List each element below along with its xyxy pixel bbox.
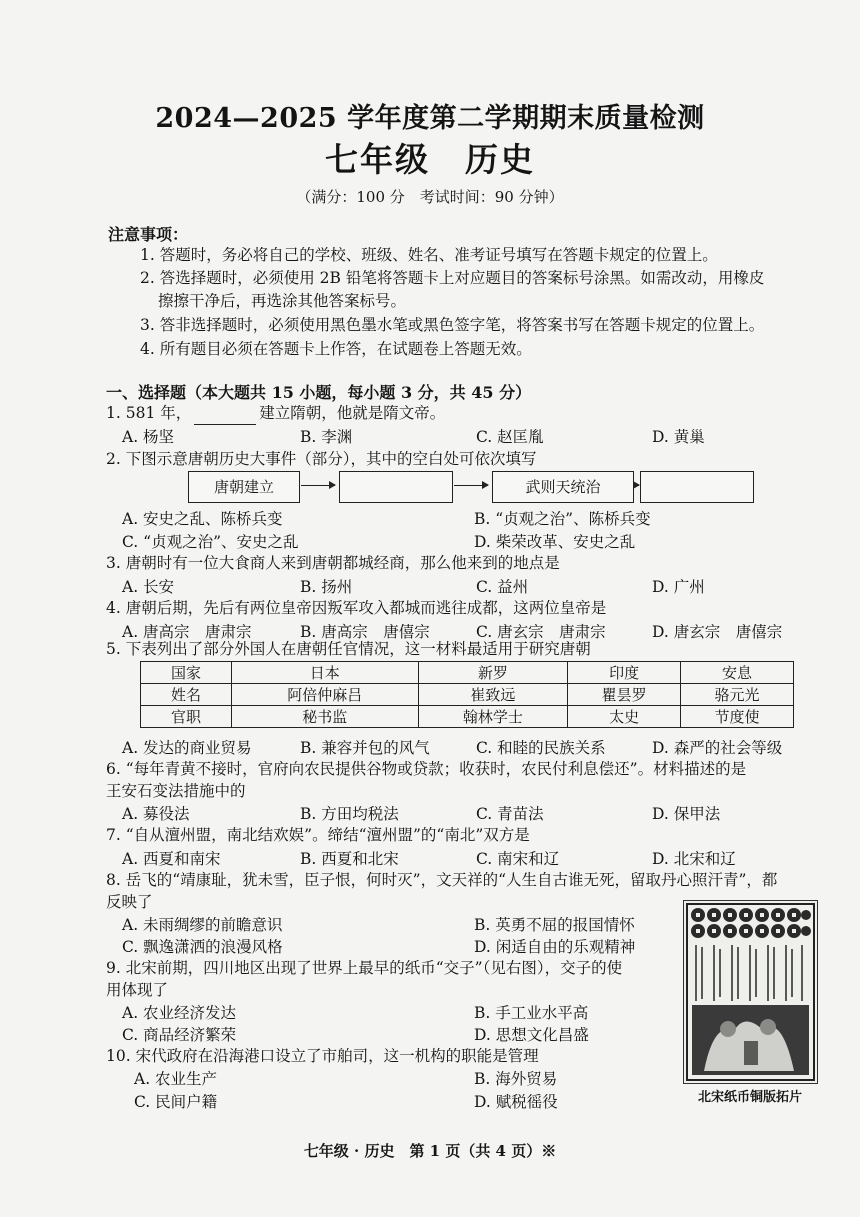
option-c: C. 商品经济繁荣	[122, 1026, 237, 1044]
timeline-box: 唐朝建立	[188, 471, 300, 503]
table-cell: 崔致远	[418, 684, 568, 706]
option-c: C. “贞观之治”、安史之乱	[122, 533, 299, 551]
table-row	[141, 706, 794, 728]
table-cell: 节度使	[681, 706, 794, 728]
options-q3	[122, 575, 822, 597]
option-b: B. 手工业水平高	[474, 1004, 589, 1022]
option-c: C. 青苗法	[476, 805, 544, 823]
question-4: 4. 唐朝后期，先后有两位皇帝因叛军攻入都城而逃往成都，这两位皇帝是	[106, 599, 607, 617]
answer-blank	[194, 402, 256, 425]
option-a: A. 发达的商业贸易	[122, 739, 252, 757]
timeline-diagram	[188, 471, 758, 505]
options-q2	[122, 507, 822, 529]
option-d: D. 黄巢	[652, 428, 705, 446]
option-a: A. 募役法	[122, 805, 190, 823]
exam-meta: （满分：100 分 考试时间：90 分钟）	[296, 188, 564, 206]
options-q5	[122, 736, 822, 758]
exam-title: 2024—2025 学年度第二学期期末质量检测	[155, 103, 705, 134]
timeline-box-blank	[339, 471, 453, 503]
table-cell: 太史	[568, 706, 681, 728]
option-b: B. 海外贸易	[474, 1070, 558, 1088]
jiaozi-rubbing-icon	[684, 901, 817, 1083]
option-b: B. “贞观之治”、陈桥兵变	[474, 510, 651, 528]
arrow-icon	[454, 485, 488, 486]
notice-item: 4. 所有题目必须在答题卡上作答，在试题卷上答题无效。	[140, 340, 532, 358]
options-q2	[122, 530, 822, 552]
table-cell: 瞿昙罗	[568, 684, 681, 706]
timeline-box-blank	[640, 471, 754, 503]
option-b: B. 扬州	[300, 578, 353, 596]
question-9: 9. 北宋前期，四川地区出现了世界上最早的纸币“交子”（见右图），交子的使	[106, 959, 623, 977]
option-a: A. 农业生产	[134, 1070, 218, 1088]
option-d: D. 赋税徭役	[474, 1093, 558, 1111]
question-1	[106, 402, 821, 425]
question-5: 5. 下表列出了部分外国人在唐朝任官情况，这一材料最适用于研究唐朝	[106, 640, 591, 658]
notice-item: 2. 答选择题时，必须使用 2B 铅笔将答题卡上对应题目的答案标号涂黑。如需改动，用橡皮	[140, 269, 765, 287]
table-cell: 官职	[141, 706, 232, 728]
option-c: C. 益州	[476, 578, 529, 596]
option-d: D. 森严的社会等级	[652, 739, 783, 757]
question-6-cont: 王安石变法措施中的	[106, 782, 246, 800]
option-a: A. 未雨绸缪的前瞻意识	[122, 916, 283, 934]
table-cell: 日本	[232, 662, 419, 684]
question-text: 建立隋朝，他就是隋文帝。	[259, 404, 446, 422]
option-d: D. 柴荣改革、安史之乱	[474, 533, 636, 551]
option-d: D. 思想文化昌盛	[474, 1026, 589, 1044]
option-b: B. 兼容并包的风气	[300, 739, 430, 757]
question-9-cont: 用体现了	[106, 981, 169, 999]
question-10: 10. 宋代政府在沿海港口设立了市舶司，这一机构的职能是管理	[106, 1047, 539, 1065]
question-8-cont: 反映了	[106, 893, 153, 911]
notice-item: 1. 答题时，务必将自己的学校、班级、姓名、准考证号填写在答题卡规定的位置上。	[140, 246, 718, 264]
option-b: B. 方田均税法	[300, 805, 399, 823]
options-q6	[122, 802, 822, 824]
page-footer: 七年级 · 历史 第 1 页（共 4 页）※	[303, 1142, 557, 1160]
option-c: C. 赵匡胤	[476, 428, 544, 446]
table-cell: 安息	[681, 662, 794, 684]
table-row	[141, 662, 794, 684]
options-q7	[122, 847, 822, 869]
question-8: 8. 岳飞的“靖康耻，犹未雪，臣子恨，何时灭”，文天祥的“人生自古谁无死，留取丹心照汗青”，都	[106, 871, 778, 889]
question-6: 6. “每年青黄不接时，官府向农民提供谷物或贷款；收获时，农民付利息偿还”。材料描述的是	[106, 760, 747, 778]
question-text: 1. 581 年，	[106, 404, 192, 422]
option-a: A. 唐高宗 唐肃宗	[122, 623, 252, 641]
table-cell: 翰林学士	[418, 706, 568, 728]
option-d: D. 闲适自由的乐观精神	[474, 938, 636, 956]
option-a: A. 农业经济发达	[122, 1004, 237, 1022]
jiaozi-rubbing-image	[683, 900, 818, 1084]
table-cell: 骆元光	[681, 684, 794, 706]
option-c: C. 南宋和辽	[476, 850, 560, 868]
option-c: C. 和睦的民族关系	[476, 739, 606, 757]
notice-heading: 注意事项：	[108, 225, 189, 244]
table-cell: 国家	[141, 662, 232, 684]
section-heading: 一、选择题（本大题共 15 小题，每小题 3 分，共 45 分）	[106, 383, 532, 402]
timeline-box: 武则天统治	[492, 471, 634, 503]
option-b: B. 李渊	[300, 428, 353, 446]
table-cell: 印度	[568, 662, 681, 684]
option-d: D. 唐玄宗 唐僖宗	[652, 623, 783, 641]
option-d: D. 保甲法	[652, 805, 721, 823]
exam-subject: 七年级 历史	[325, 140, 535, 179]
notice-item: 擦擦干净后，再选涂其他答案标号。	[158, 292, 407, 310]
option-c: C. 飘逸潇洒的浪漫风格	[122, 938, 283, 956]
option-c: C. 唐玄宗 唐肃宗	[476, 623, 606, 641]
table-cell: 新罗	[418, 662, 568, 684]
option-b: B. 西夏和北宋	[300, 850, 399, 868]
option-a: A. 杨坚	[122, 428, 175, 446]
arrow-icon	[635, 485, 639, 486]
option-c: C. 民间户籍	[134, 1093, 218, 1111]
question-7: 7. “自从澶州盟，南北结欢娱”。缔结“澶州盟”的“南北”双方是	[106, 826, 530, 844]
question-3: 3. 唐朝时有一位大食商人来到唐朝都城经商，那么他来到的地点是	[106, 554, 560, 572]
option-a: A. 西夏和南宋	[122, 850, 221, 868]
option-d: D. 北宋和辽	[652, 850, 736, 868]
option-b: B. 唐高宗 唐僖宗	[300, 623, 430, 641]
table-row	[141, 684, 794, 706]
table-cell: 秘书监	[232, 706, 419, 728]
option-a: A. 长安	[122, 578, 175, 596]
option-b: B. 英勇不屈的报国情怀	[474, 916, 635, 934]
option-d: D. 广州	[652, 578, 705, 596]
foreign-officials-table	[140, 661, 794, 728]
options-q1	[122, 425, 822, 447]
question-2: 2. 下图示意唐朝历史大事件（部分），其中的空白处可依次填写	[106, 450, 537, 468]
notice-item: 3. 答非选择题时，必须使用黑色墨水笔或黑色签字笔，将答案书写在答题卡规定的位置上。	[140, 316, 765, 334]
table-cell: 阿倍仲麻吕	[232, 684, 419, 706]
arrow-icon	[301, 485, 335, 486]
figure-caption: 北宋纸币铜版拓片	[697, 1090, 802, 1105]
table-cell: 姓名	[141, 684, 232, 706]
option-a: A. 安史之乱、陈桥兵变	[122, 510, 283, 528]
